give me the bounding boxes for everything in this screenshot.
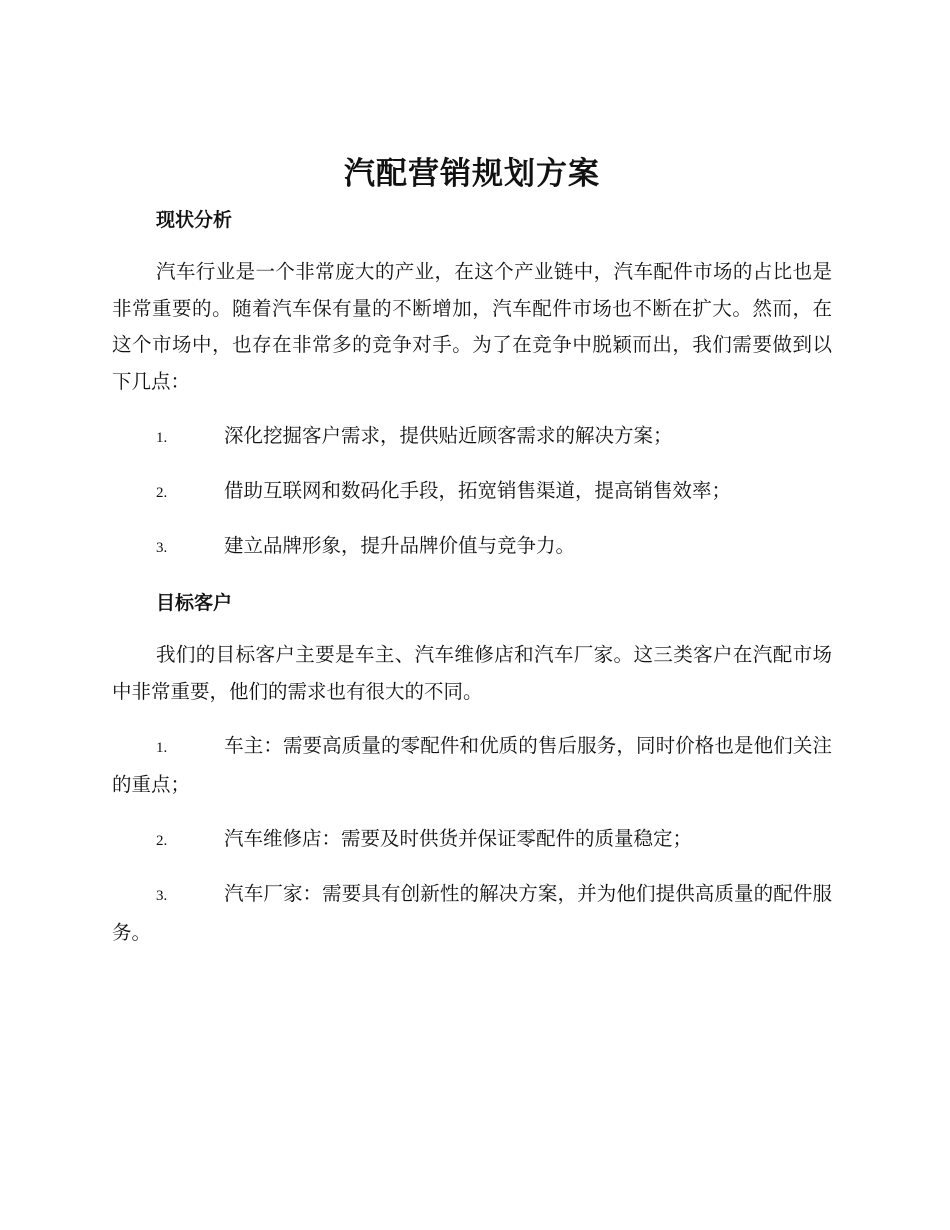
list-item: [112, 473, 832, 528]
spacer: [112, 400, 832, 418]
section-paragraph-target-customers: 我们的目标客户主要是车主、汽车维修店和汽车厂家。这三类客户在汽配市场中非常重要，他们的需求也有很大的不同。: [112, 643, 832, 703]
section-heading-status-analysis: 现状分析: [156, 209, 233, 231]
list-item: [112, 876, 832, 951]
list-item: [112, 821, 832, 876]
list-item-text: 汽车厂家：需要具有创新性的解决方案，并为他们提供高质量的配件服务。: [112, 882, 832, 944]
list-item-text: 深化挖掘客户需求，提供贴近顾客需求的解决方案；: [224, 424, 673, 447]
list-item-text: 借助互联网和数码化手段，拓宽销售渠道，提高销售效率；: [224, 479, 732, 502]
list-item: [112, 418, 832, 473]
list-item-number: 1.: [156, 430, 168, 446]
section-paragraph-status-analysis: 汽车行业是一个非常庞大的产业，在这个产业链中，汽车配件市场的占比也是非常重要的。随着汽车保有量的不断增加，汽车配件市场也不断在扩大。然而，在这个市场中，也存在非常多的竞争对手。为了在竞争中脱颖而出，我们需要做到以下几点：: [112, 260, 832, 393]
list-item-text: 建立品牌形象，提升品牌价值与竞争力。: [224, 534, 576, 557]
list-item-number: 1.: [156, 740, 168, 756]
list-item: [112, 528, 832, 583]
section-heading-target-customers: 目标客户: [156, 592, 233, 614]
list-item-number: 2.: [156, 833, 168, 849]
list-item-number: 3.: [156, 888, 168, 904]
spacer: [112, 710, 832, 728]
spacer: [112, 623, 832, 637]
list-item-text: 车主：需要高质量的零配件和优质的售后服务，同时价格也是他们关注的重点；: [112, 734, 832, 796]
list-item-number: 2.: [156, 485, 168, 501]
list-item-number: 3.: [156, 540, 168, 556]
list-item-text: 汽车维修店：需要及时供货并保证零配件的质量稳定；: [224, 827, 693, 850]
list-item: [112, 728, 832, 803]
document-page: [112, 148, 832, 969]
document-title: 汽配营销规划方案: [344, 156, 600, 192]
spacer: [112, 240, 832, 254]
